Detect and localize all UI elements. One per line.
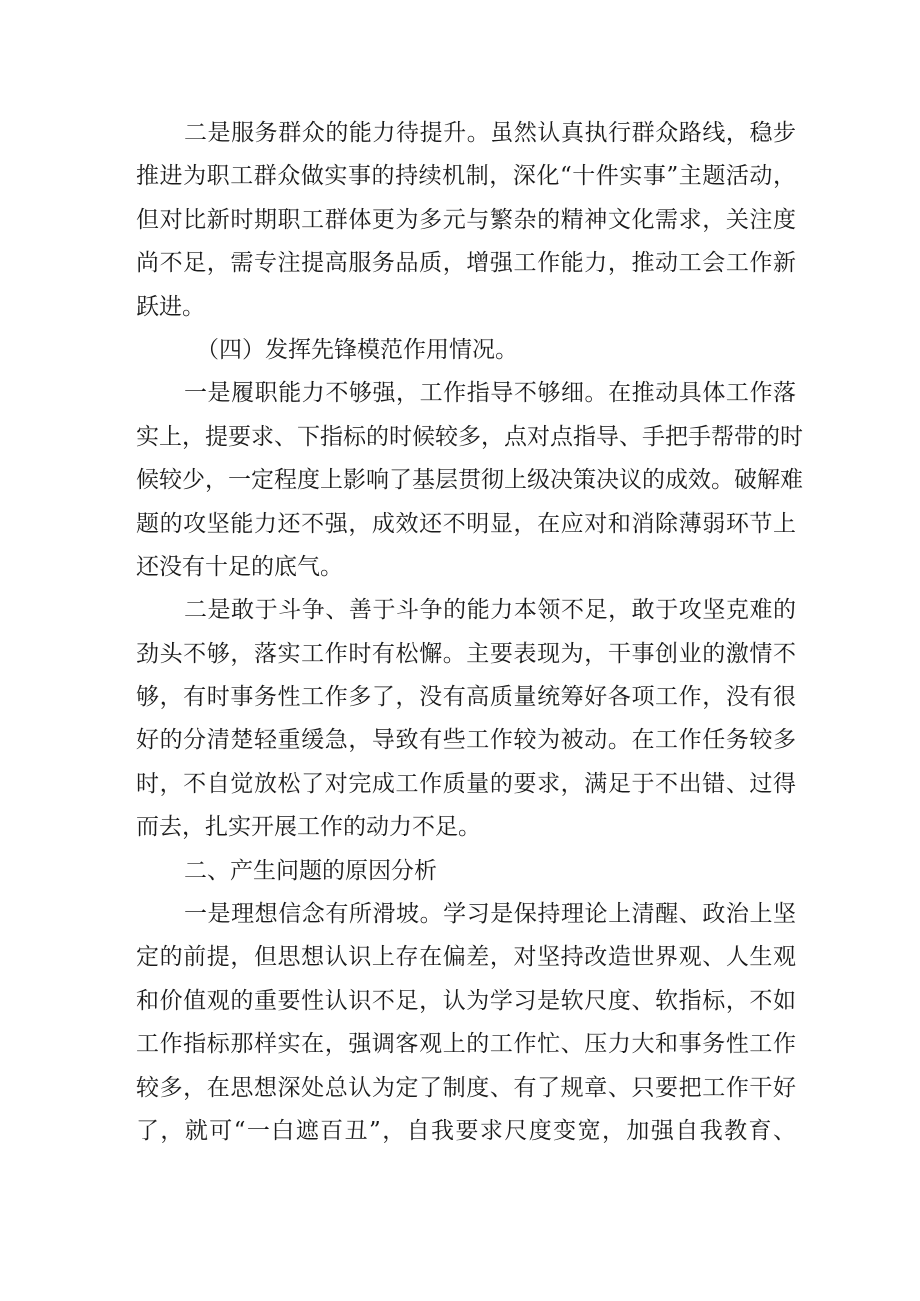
paragraph-line: 够，有时事务性工作多了，没有高质量统筹好各项工作，没有很 (136, 684, 796, 711)
paragraph-line: 题的攻坚能力还不强，成效还不明显，在应对和消除薄弱环节上 (136, 510, 796, 537)
paragraph-line: 好的分清楚轻重缓急，导致有些工作较为被动。在工作任务较多 (136, 727, 796, 754)
paragraph-line: 一是理想信念有所滑坡。学习是保持理论上清醒、政治上坚 (184, 901, 796, 928)
paragraph-line: 定的前提，但思想认识上存在偏差，对坚持改造世界观、人生观 (136, 944, 796, 971)
paragraph-line: 而去，扎实开展工作的动力不足。 (136, 814, 481, 841)
paragraph-line: 尚不足，需专注提高服务品质，增强工作能力，推动工会工作新 (136, 250, 796, 277)
paragraph-line: 劲头不够，落实工作时有松懈。主要表现为，干事创业的激情不 (136, 640, 796, 667)
paragraph-line: 较多，在思想深处总认为定了制度、有了规章、只要把工作干好 (136, 1074, 796, 1101)
document-body (136, 112, 803, 1153)
paragraph-line: 二是服务群众的能力待提升。虽然认真执行群众路线，稳步 (184, 120, 796, 146)
paragraph-line: 实上，提要求、下指标的时候较多，点对点指导、手把手帮带的时 (136, 423, 803, 450)
paragraph-line: 还没有十足的底气。 (136, 553, 343, 580)
section-subheading: （四）发挥先锋模范作用情况。 (196, 336, 518, 363)
paragraph-line: 时，不自觉放松了对完成工作质量的要求，满足于不出错、过得 (136, 770, 796, 797)
paragraph-line: 候较少，一定程度上影响了基层贯彻上级决策决议的成效。破解难 (136, 467, 803, 494)
paragraph-line: 但对比新时期职工群体更为多元与繁杂的精神文化需求，关注度 (136, 206, 796, 233)
paragraph-line: 推进为职工群众做实事的持续机制，深化“十件实事”主题活动， (136, 163, 796, 190)
paragraph-line: 了，就可“一白遮百丑”，自我要求尺度变宽，加强自我教育、 (136, 1117, 796, 1144)
paragraph-line: 一是履职能力不够强，工作指导不够细。在推动具体工作落 (184, 380, 796, 407)
section-heading: 二、产生问题的原因分析 (184, 857, 437, 884)
paragraph-line: 二是敢于斗争、善于斗争的能力本领不足，敢于攻坚克难的 (184, 597, 796, 624)
paragraph-line: 和价值观的重要性认识不足，认为学习是软尺度、软指标，不如 (136, 987, 796, 1014)
paragraph-line: 工作指标那样实在，强调客观上的工作忙、压力大和事务性工作 (136, 1031, 796, 1058)
paragraph-line: 跃进。 (136, 293, 205, 320)
